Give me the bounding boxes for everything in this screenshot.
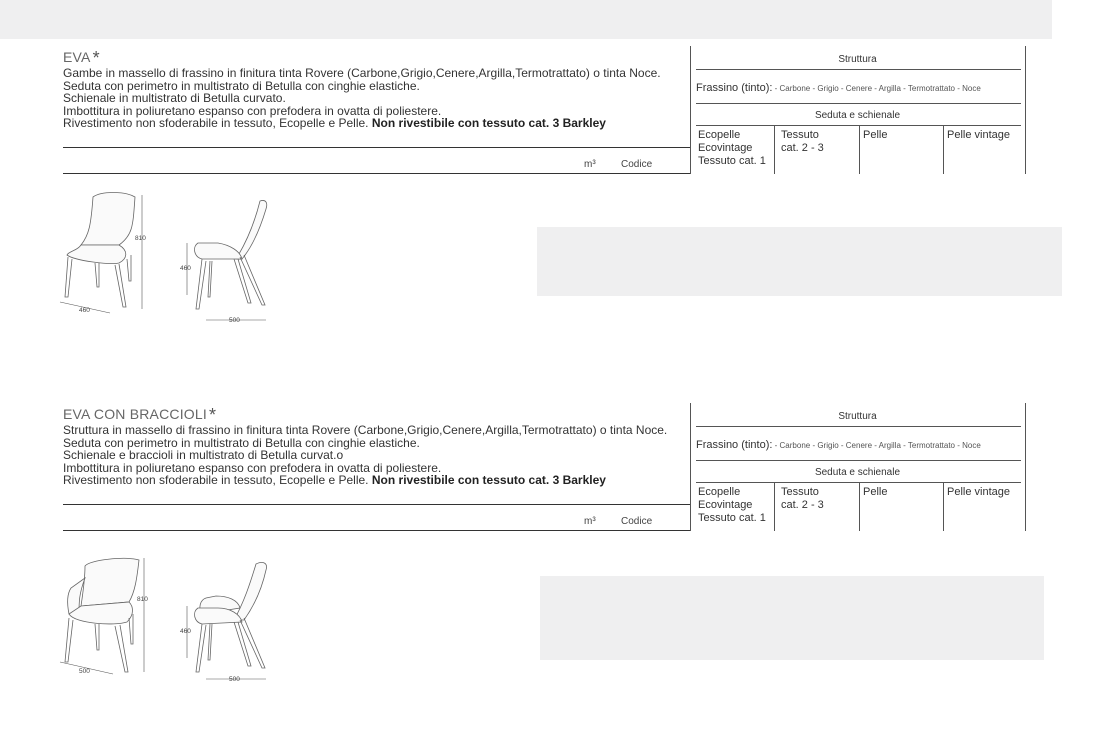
table-column-divider — [943, 482, 944, 531]
covering-vintage-leather: Pelle vintage — [947, 129, 1010, 141]
m3-column-label: m³ — [584, 516, 596, 527]
description-line: Schienale e braccioli in multistrato di Betulla curvat.o — [63, 448, 344, 463]
description-line: Schienale in multistrato di Betulla curvato. — [63, 91, 286, 106]
divider — [63, 173, 690, 174]
covering-group-2: Tessuto cat. 2 - 3 — [781, 486, 824, 511]
table-border-right — [1025, 403, 1026, 531]
seat-height-dimension: 460 — [180, 628, 191, 635]
price-area — [537, 227, 1062, 296]
divider — [63, 147, 690, 148]
depth-dimension: 500 — [229, 676, 240, 683]
code-column-label: Codice — [621, 516, 653, 527]
code-header — [63, 516, 690, 528]
structure-heading: Struttura — [838, 54, 877, 65]
bold-note: Non rivestibile con tessuto cat. 3 Barkley — [371, 116, 606, 131]
divider — [63, 504, 690, 505]
width-dimension: 500 — [79, 668, 90, 675]
armchair-front-drawing — [55, 548, 175, 683]
finishes-table — [690, 46, 1025, 174]
table-border-right — [1025, 46, 1026, 174]
description-line: Seduta con perimetro in multistrato di Betulla con cinghie elastiche. — [63, 435, 420, 450]
divider — [63, 530, 690, 531]
seat-back-heading: Seduta e schienale — [814, 467, 901, 478]
ash-finishes: Frassino (tinto): - Carbone - Grigio - Cenere - Argilla - Termotrattato - Noce — [696, 439, 981, 451]
product-description — [63, 67, 661, 130]
header-band — [0, 0, 1052, 39]
table-line — [696, 103, 1021, 104]
m3-column-label: m³ — [584, 159, 596, 170]
table-line — [696, 69, 1021, 70]
table-column-divider — [859, 125, 860, 174]
table-line — [696, 460, 1021, 461]
covering-vintage-leather: Pelle vintage — [947, 486, 1010, 498]
finishes-table — [690, 403, 1025, 531]
covering-group-2: Tessuto cat. 2 - 3 — [781, 129, 824, 154]
armchair-side-drawing — [180, 558, 280, 693]
covering-leather: Pelle — [863, 486, 888, 498]
covering-group-1: Ecopelle Ecovintage Tessuto cat. 1 — [698, 486, 766, 524]
structure-heading: Struttura — [838, 411, 877, 422]
product-title: EVA CON BRACCIOLI * — [63, 405, 217, 425]
table-column-divider — [774, 125, 775, 174]
description-line: Struttura in massello di frassino in finitura tinta Rovere (Carbone,Grigio,Cenere,Argilla,Termotrattato) o tinta Noce. — [63, 423, 668, 437]
chair-front-drawing — [55, 185, 175, 320]
covering-leather: Pelle — [863, 129, 888, 141]
width-dimension: 460 — [79, 307, 90, 314]
code-header — [63, 159, 690, 171]
seat-back-heading: Seduta e schienale — [814, 110, 901, 121]
height-dimension: 810 — [137, 596, 148, 603]
covering-group-1: Ecopelle Ecovintage Tessuto cat. 1 — [698, 129, 766, 167]
ash-finishes: Frassino (tinto): - Carbone - Grigio - Cenere - Argilla - Termotrattato - Noce — [696, 82, 981, 94]
star-mark: * — [92, 48, 100, 68]
description-line: Rivestimento non sfoderabile in tessuto, Ecopelle e Pelle. Non rivestibile con tessuto cat. 3 Barkley — [63, 473, 606, 488]
table-line — [696, 426, 1021, 427]
bold-note: Non rivestibile con tessuto cat. 3 Barkley — [371, 473, 606, 488]
table-column-divider — [943, 125, 944, 174]
description-line: Imbottitura in poliuretano espanso con prefodera in ovatta di poliestere. — [63, 103, 442, 118]
depth-dimension: 500 — [229, 317, 240, 324]
code-column-label: Codice — [621, 159, 653, 170]
seat-height-dimension: 460 — [180, 265, 191, 272]
height-dimension: 810 — [135, 235, 146, 242]
table-column-divider — [859, 482, 860, 531]
description-line: Rivestimento non sfoderabile in tessuto, Ecopelle e Pelle. Non rivestibile con tessuto cat. 3 Barkley — [63, 116, 606, 131]
description-line: Seduta con perimetro in multistrato di Betulla con cinghie elastiche. — [63, 78, 420, 93]
product-title: EVA * — [63, 48, 100, 68]
chair-side-drawing — [180, 195, 280, 330]
table-column-divider — [774, 482, 775, 531]
product-description — [63, 424, 667, 487]
description-line: Imbottitura in poliuretano espanso con prefodera in ovatta di poliestere. — [63, 460, 442, 475]
price-area — [540, 576, 1044, 660]
star-mark: * — [208, 405, 217, 425]
description-line: Gambe in massello di frassino in finitura tinta Rovere (Carbone,Grigio,Cenere,Argilla,Termotrattato) o tinta Noce. — [63, 66, 661, 80]
